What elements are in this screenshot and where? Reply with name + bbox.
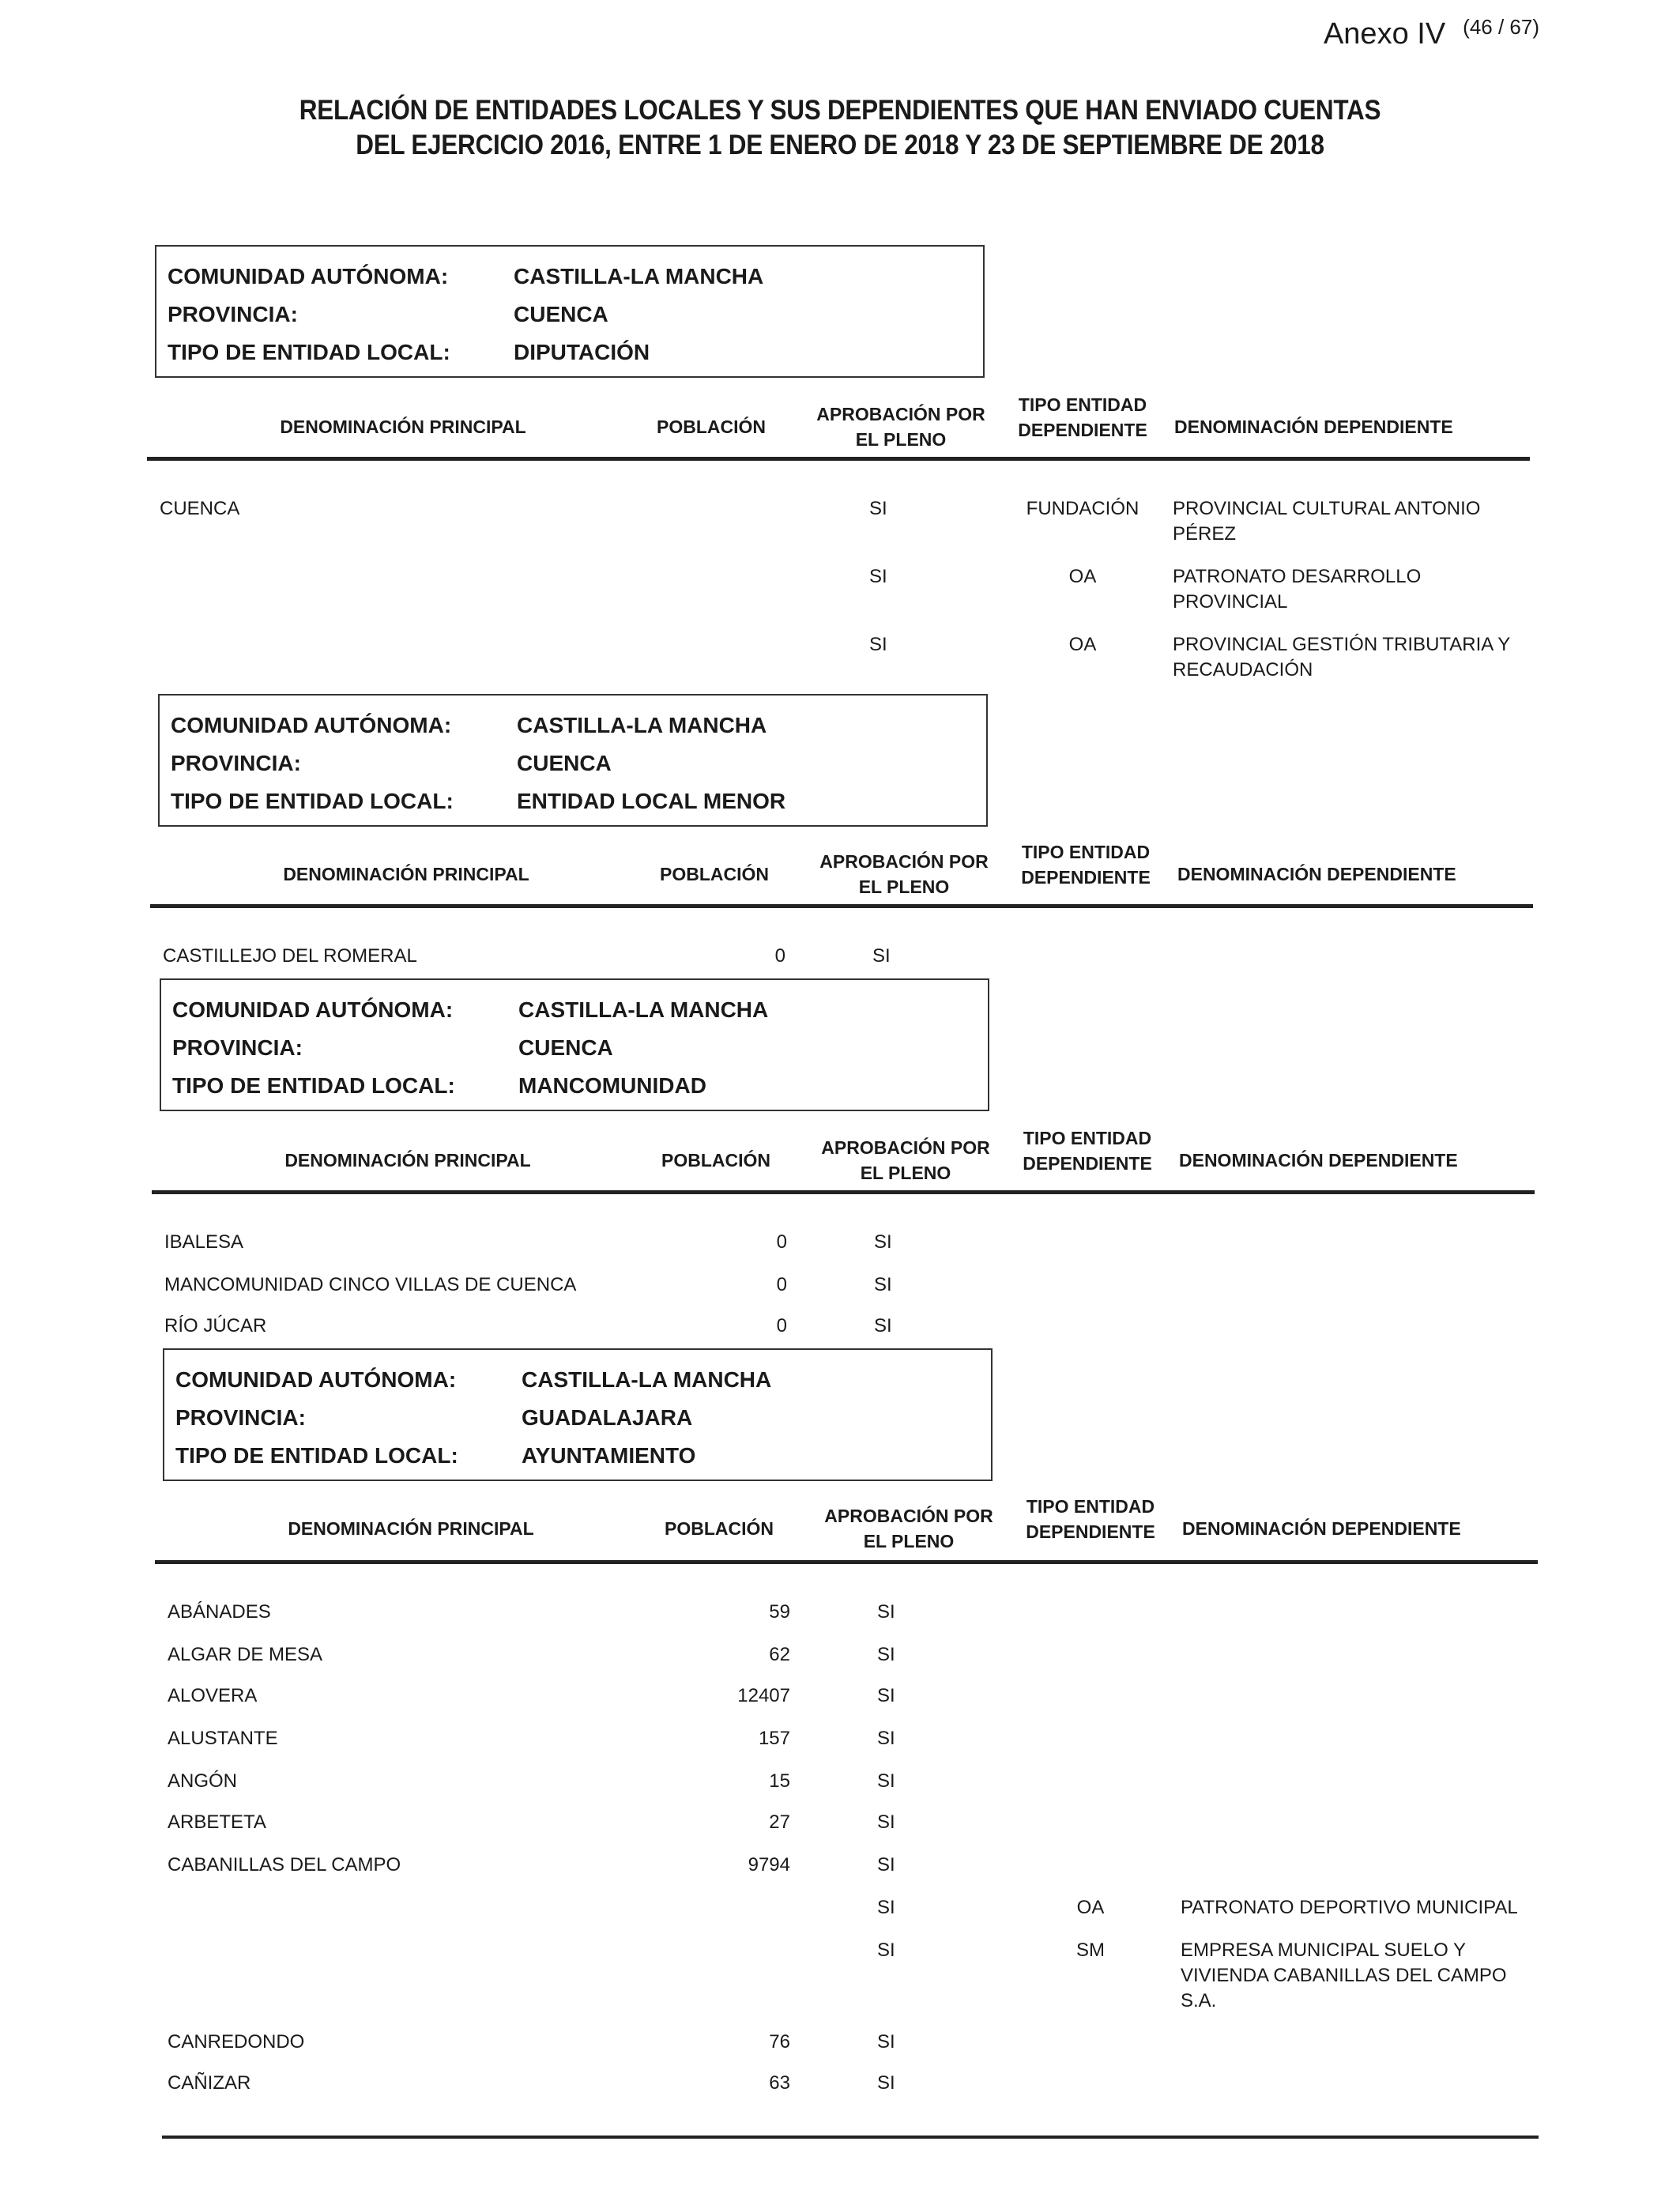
- ccaa-value: CASTILLA-LA MANCHA: [517, 713, 767, 737]
- dependent-line-1: PATRONATO DESARROLLO: [1173, 566, 1422, 587]
- approval: SI: [869, 498, 887, 519]
- tipo-value: DIPUTACIÓN: [514, 340, 650, 364]
- approval: SI: [877, 1644, 895, 1665]
- entity-info-box: [163, 1348, 993, 1481]
- entity-name: MANCOMUNIDAD CINCO VILLAS DE CUENCA: [164, 1274, 577, 1295]
- approval: SI: [877, 1854, 895, 1875]
- dependent-line-2: PÉREZ: [1173, 523, 1237, 545]
- provincia-label: PROVINCIA:: [175, 1405, 306, 1430]
- aprob-line-1: APROBACIÓN POR: [821, 1137, 990, 1158]
- approval: SI: [877, 1940, 895, 1961]
- population: 157: [758, 1728, 790, 1749]
- col-header-aprobacion: [809, 849, 999, 899]
- header-divider: [152, 1190, 1535, 1194]
- dependent-line-2: VIVIENDA CABANILLAS DEL CAMPO: [1181, 1965, 1507, 1986]
- bottom-divider: [162, 2136, 1539, 2139]
- entity-name: ALOVERA: [168, 1685, 258, 1706]
- col-header-principal: DENOMINACIÓN PRINCIPAL: [284, 1150, 531, 1171]
- tipo-line-1: TIPO ENTIDAD: [1023, 1128, 1152, 1148]
- approval: SI: [877, 1770, 895, 1792]
- dependent-name: [1173, 632, 1520, 683]
- entity-name: ALGAR DE MESA: [168, 1644, 323, 1665]
- approval: SI: [877, 1811, 895, 1833]
- header-divider: [155, 1560, 1538, 1564]
- entity-name: ABÁNADES: [168, 1601, 271, 1623]
- col-header-aprobacion: [814, 1503, 1004, 1554]
- ccaa-value: CASTILLA-LA MANCHA: [514, 264, 764, 288]
- entity-name: IBALESA: [164, 1231, 244, 1253]
- entity-name: CAÑIZAR: [168, 2072, 251, 2094]
- dependent-name: [1181, 1895, 1528, 1921]
- col-header-tipo-dependiente: [1004, 392, 1162, 443]
- document-title: [84, 93, 1595, 163]
- approval: SI: [877, 1601, 895, 1623]
- page-number: (46 / 67): [1463, 15, 1539, 39]
- aprob-line-2: EL PLENO: [858, 876, 950, 897]
- dependent-type: OA: [1076, 1897, 1105, 1918]
- provincia-value: CUENCA: [517, 751, 612, 775]
- dependent-line-1: PROVINCIAL CULTURAL ANTONIO: [1173, 498, 1481, 519]
- col-header-aprobacion: [811, 1135, 1000, 1186]
- dependent-name: [1181, 1938, 1528, 2014]
- dependent-name: [1173, 564, 1520, 615]
- entity-name: CASTILLEJO DEL ROMERAL: [163, 945, 417, 967]
- tipo-line-2: DEPENDIENTE: [1023, 1153, 1152, 1174]
- header-divider: [147, 457, 1530, 461]
- entity-info-box: [158, 694, 988, 827]
- approval: SI: [869, 566, 887, 587]
- col-header-aprobacion: [806, 401, 996, 452]
- dependent-line-3: S.A.: [1181, 1990, 1217, 2011]
- approval: SI: [877, 1728, 895, 1749]
- dependent-type: FUNDACIÓN: [1026, 498, 1139, 519]
- entity-name: CANREDONDO: [168, 2031, 305, 2053]
- dependent-line-1: PROVINCIAL GESTIÓN TRIBUTARIA Y: [1173, 634, 1511, 655]
- entity-name: ANGÓN: [168, 1770, 238, 1792]
- col-header-poblacion: POBLACIÓN: [660, 864, 769, 884]
- entity-name: CABANILLAS DEL CAMPO: [168, 1854, 401, 1875]
- population: 12407: [737, 1685, 790, 1706]
- approval: SI: [869, 634, 887, 655]
- aprob-line-2: EL PLENO: [860, 1163, 951, 1183]
- tipo-value: AYUNTAMIENTO: [522, 1443, 696, 1468]
- dependent-name: [1173, 496, 1520, 547]
- annex-header: [1324, 17, 1539, 51]
- approval: SI: [874, 1274, 892, 1295]
- tipo-line-2: DEPENDIENTE: [1021, 867, 1151, 888]
- entity-name: ARBETETA: [168, 1811, 266, 1833]
- tipo-line-2: DEPENDIENTE: [1018, 420, 1147, 440]
- col-header-tipo-dependiente: [1007, 839, 1165, 890]
- tipo-line-1: TIPO ENTIDAD: [1026, 1496, 1155, 1517]
- col-header-dependiente: DENOMINACIÓN DEPENDIENTE: [1177, 864, 1456, 884]
- ccaa-label: COMUNIDAD AUTÓNOMA:: [168, 264, 449, 288]
- entity-info-box: [160, 978, 989, 1111]
- population: 0: [774, 945, 785, 967]
- population: 59: [769, 1601, 790, 1623]
- annex-label: Anexo IV: [1323, 17, 1446, 51]
- tipo-label: TIPO DE ENTIDAD LOCAL:: [171, 789, 454, 813]
- col-header-poblacion: POBLACIÓN: [665, 1518, 774, 1539]
- ccaa-value: CASTILLA-LA MANCHA: [522, 1367, 772, 1392]
- population: 76: [769, 2031, 790, 2053]
- col-header-principal: DENOMINACIÓN PRINCIPAL: [280, 417, 526, 437]
- col-header-poblacion: POBLACIÓN: [661, 1150, 770, 1171]
- tipo-line-1: TIPO ENTIDAD: [1021, 842, 1151, 862]
- ccaa-label: COMUNIDAD AUTÓNOMA:: [171, 713, 452, 737]
- ccaa-label: COMUNIDAD AUTÓNOMA:: [172, 997, 454, 1022]
- dependent-line-2: RECAUDACIÓN: [1173, 659, 1313, 680]
- aprob-line-1: APROBACIÓN POR: [824, 1506, 993, 1526]
- population: 63: [769, 2072, 790, 2094]
- col-header-dependiente: DENOMINACIÓN DEPENDIENTE: [1174, 417, 1453, 437]
- tipo-label: TIPO DE ENTIDAD LOCAL:: [172, 1073, 455, 1098]
- header-divider: [150, 904, 1533, 908]
- col-header-tipo-dependiente: [1008, 1125, 1166, 1176]
- population: 27: [769, 1811, 790, 1833]
- tipo-line-2: DEPENDIENTE: [1026, 1521, 1155, 1542]
- title-line-2: DEL EJERCICIO 2016, ENTRE 1 DE ENERO DE 2018 Y 23 DE SEPTIEMBRE DE 2018: [356, 130, 1324, 160]
- entity-name: RÍO JÚCAR: [164, 1315, 267, 1336]
- col-header-dependiente: DENOMINACIÓN DEPENDIENTE: [1182, 1518, 1461, 1539]
- col-header-poblacion: POBLACIÓN: [657, 417, 766, 437]
- ccaa-value: CASTILLA-LA MANCHA: [518, 997, 769, 1022]
- provincia-value: CUENCA: [514, 302, 608, 326]
- tipo-value: ENTIDAD LOCAL MENOR: [517, 789, 786, 813]
- population: 0: [776, 1315, 787, 1336]
- tipo-value: MANCOMUNIDAD: [518, 1073, 706, 1098]
- dependent-line-2: PROVINCIAL: [1173, 591, 1288, 613]
- provincia-value: GUADALAJARA: [522, 1405, 693, 1430]
- tipo-line-1: TIPO ENTIDAD: [1018, 394, 1147, 415]
- tipo-label: TIPO DE ENTIDAD LOCAL:: [175, 1443, 458, 1468]
- provincia-label: PROVINCIA:: [172, 1035, 303, 1060]
- approval: SI: [874, 1315, 892, 1336]
- provincia-label: PROVINCIA:: [168, 302, 298, 326]
- population: 9794: [748, 1854, 790, 1875]
- approval: SI: [877, 1685, 895, 1706]
- dependent-line-1: EMPRESA MUNICIPAL SUELO Y: [1181, 1940, 1466, 1961]
- approval: SI: [877, 2031, 895, 2053]
- approval: SI: [877, 2072, 895, 2094]
- aprob-line-1: APROBACIÓN POR: [816, 404, 985, 424]
- approval: SI: [877, 1897, 895, 1918]
- dependent-type: SM: [1076, 1940, 1105, 1961]
- title-line-1: RELACIÓN DE ENTIDADES LOCALES Y SUS DEPENDIENTES QUE HAN ENVIADO CUENTAS: [299, 95, 1381, 126]
- entity-info-box: [155, 245, 985, 378]
- aprob-line-2: EL PLENO: [863, 1531, 955, 1551]
- entity-name: CUENCA: [160, 498, 240, 519]
- population: 62: [769, 1644, 790, 1665]
- population: 0: [776, 1231, 787, 1253]
- entity-name: ALUSTANTE: [168, 1728, 278, 1749]
- ccaa-label: COMUNIDAD AUTÓNOMA:: [175, 1367, 457, 1392]
- dependent-type: OA: [1068, 566, 1097, 587]
- population: 0: [776, 1274, 787, 1295]
- dependent-line-1: PATRONATO DEPORTIVO MUNICIPAL: [1181, 1897, 1518, 1918]
- col-header-principal: DENOMINACIÓN PRINCIPAL: [283, 864, 529, 884]
- tipo-label: TIPO DE ENTIDAD LOCAL:: [168, 340, 450, 364]
- col-header-dependiente: DENOMINACIÓN DEPENDIENTE: [1179, 1150, 1458, 1171]
- aprob-line-2: EL PLENO: [855, 429, 947, 450]
- aprob-line-1: APROBACIÓN POR: [819, 851, 989, 872]
- col-header-tipo-dependiente: [1011, 1494, 1170, 1544]
- approval: SI: [872, 945, 891, 967]
- col-header-principal: DENOMINACIÓN PRINCIPAL: [288, 1518, 534, 1539]
- approval: SI: [874, 1231, 892, 1253]
- population: 15: [769, 1770, 790, 1792]
- provincia-label: PROVINCIA:: [171, 751, 301, 775]
- provincia-value: CUENCA: [518, 1035, 613, 1060]
- dependent-type: OA: [1068, 634, 1097, 655]
